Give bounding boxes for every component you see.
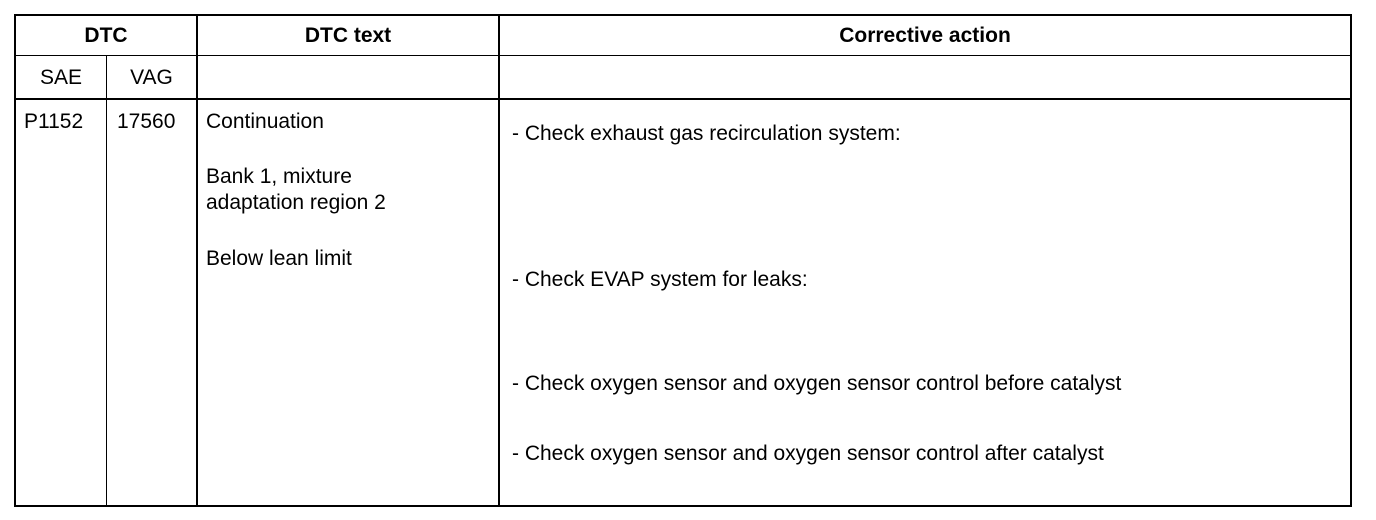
- header-corrective-action: Corrective action: [839, 24, 1011, 47]
- table-border-top: [14, 14, 1352, 16]
- header-separator: [14, 55, 1352, 56]
- subheader-vag: VAG: [130, 66, 173, 89]
- header-dtc: DTC: [84, 24, 128, 47]
- subheader-sae: SAE: [39, 66, 83, 89]
- header-dtc-text: DTC text: [304, 24, 392, 47]
- subheader-separator: [14, 98, 1352, 100]
- action-item: - Check oxygen sensor and oxygen sensor control after catalyst: [512, 442, 1104, 465]
- action-item: - Check oxygen sensor and oxygen sensor control before catalyst: [512, 372, 1122, 395]
- action-item: - Check exhaust gas recirculation system:: [512, 122, 901, 145]
- text-action-separator: [498, 14, 500, 507]
- cell-sae-code: P1152: [24, 110, 84, 133]
- table-border-bottom: [14, 505, 1352, 507]
- dtc-column-separator: [196, 14, 198, 507]
- table-border-right: [1350, 14, 1352, 507]
- dtc-text-line1: Continuation: [206, 110, 324, 133]
- sae-vag-separator: [106, 56, 107, 507]
- dtc-text-line3: Below lean limit: [206, 247, 352, 270]
- action-item: - Check EVAP system for leaks:: [512, 268, 808, 291]
- cell-vag-code: 17560: [117, 110, 176, 133]
- dtc-text-line2: Bank 1, mixture adaptation region 2: [206, 165, 386, 214]
